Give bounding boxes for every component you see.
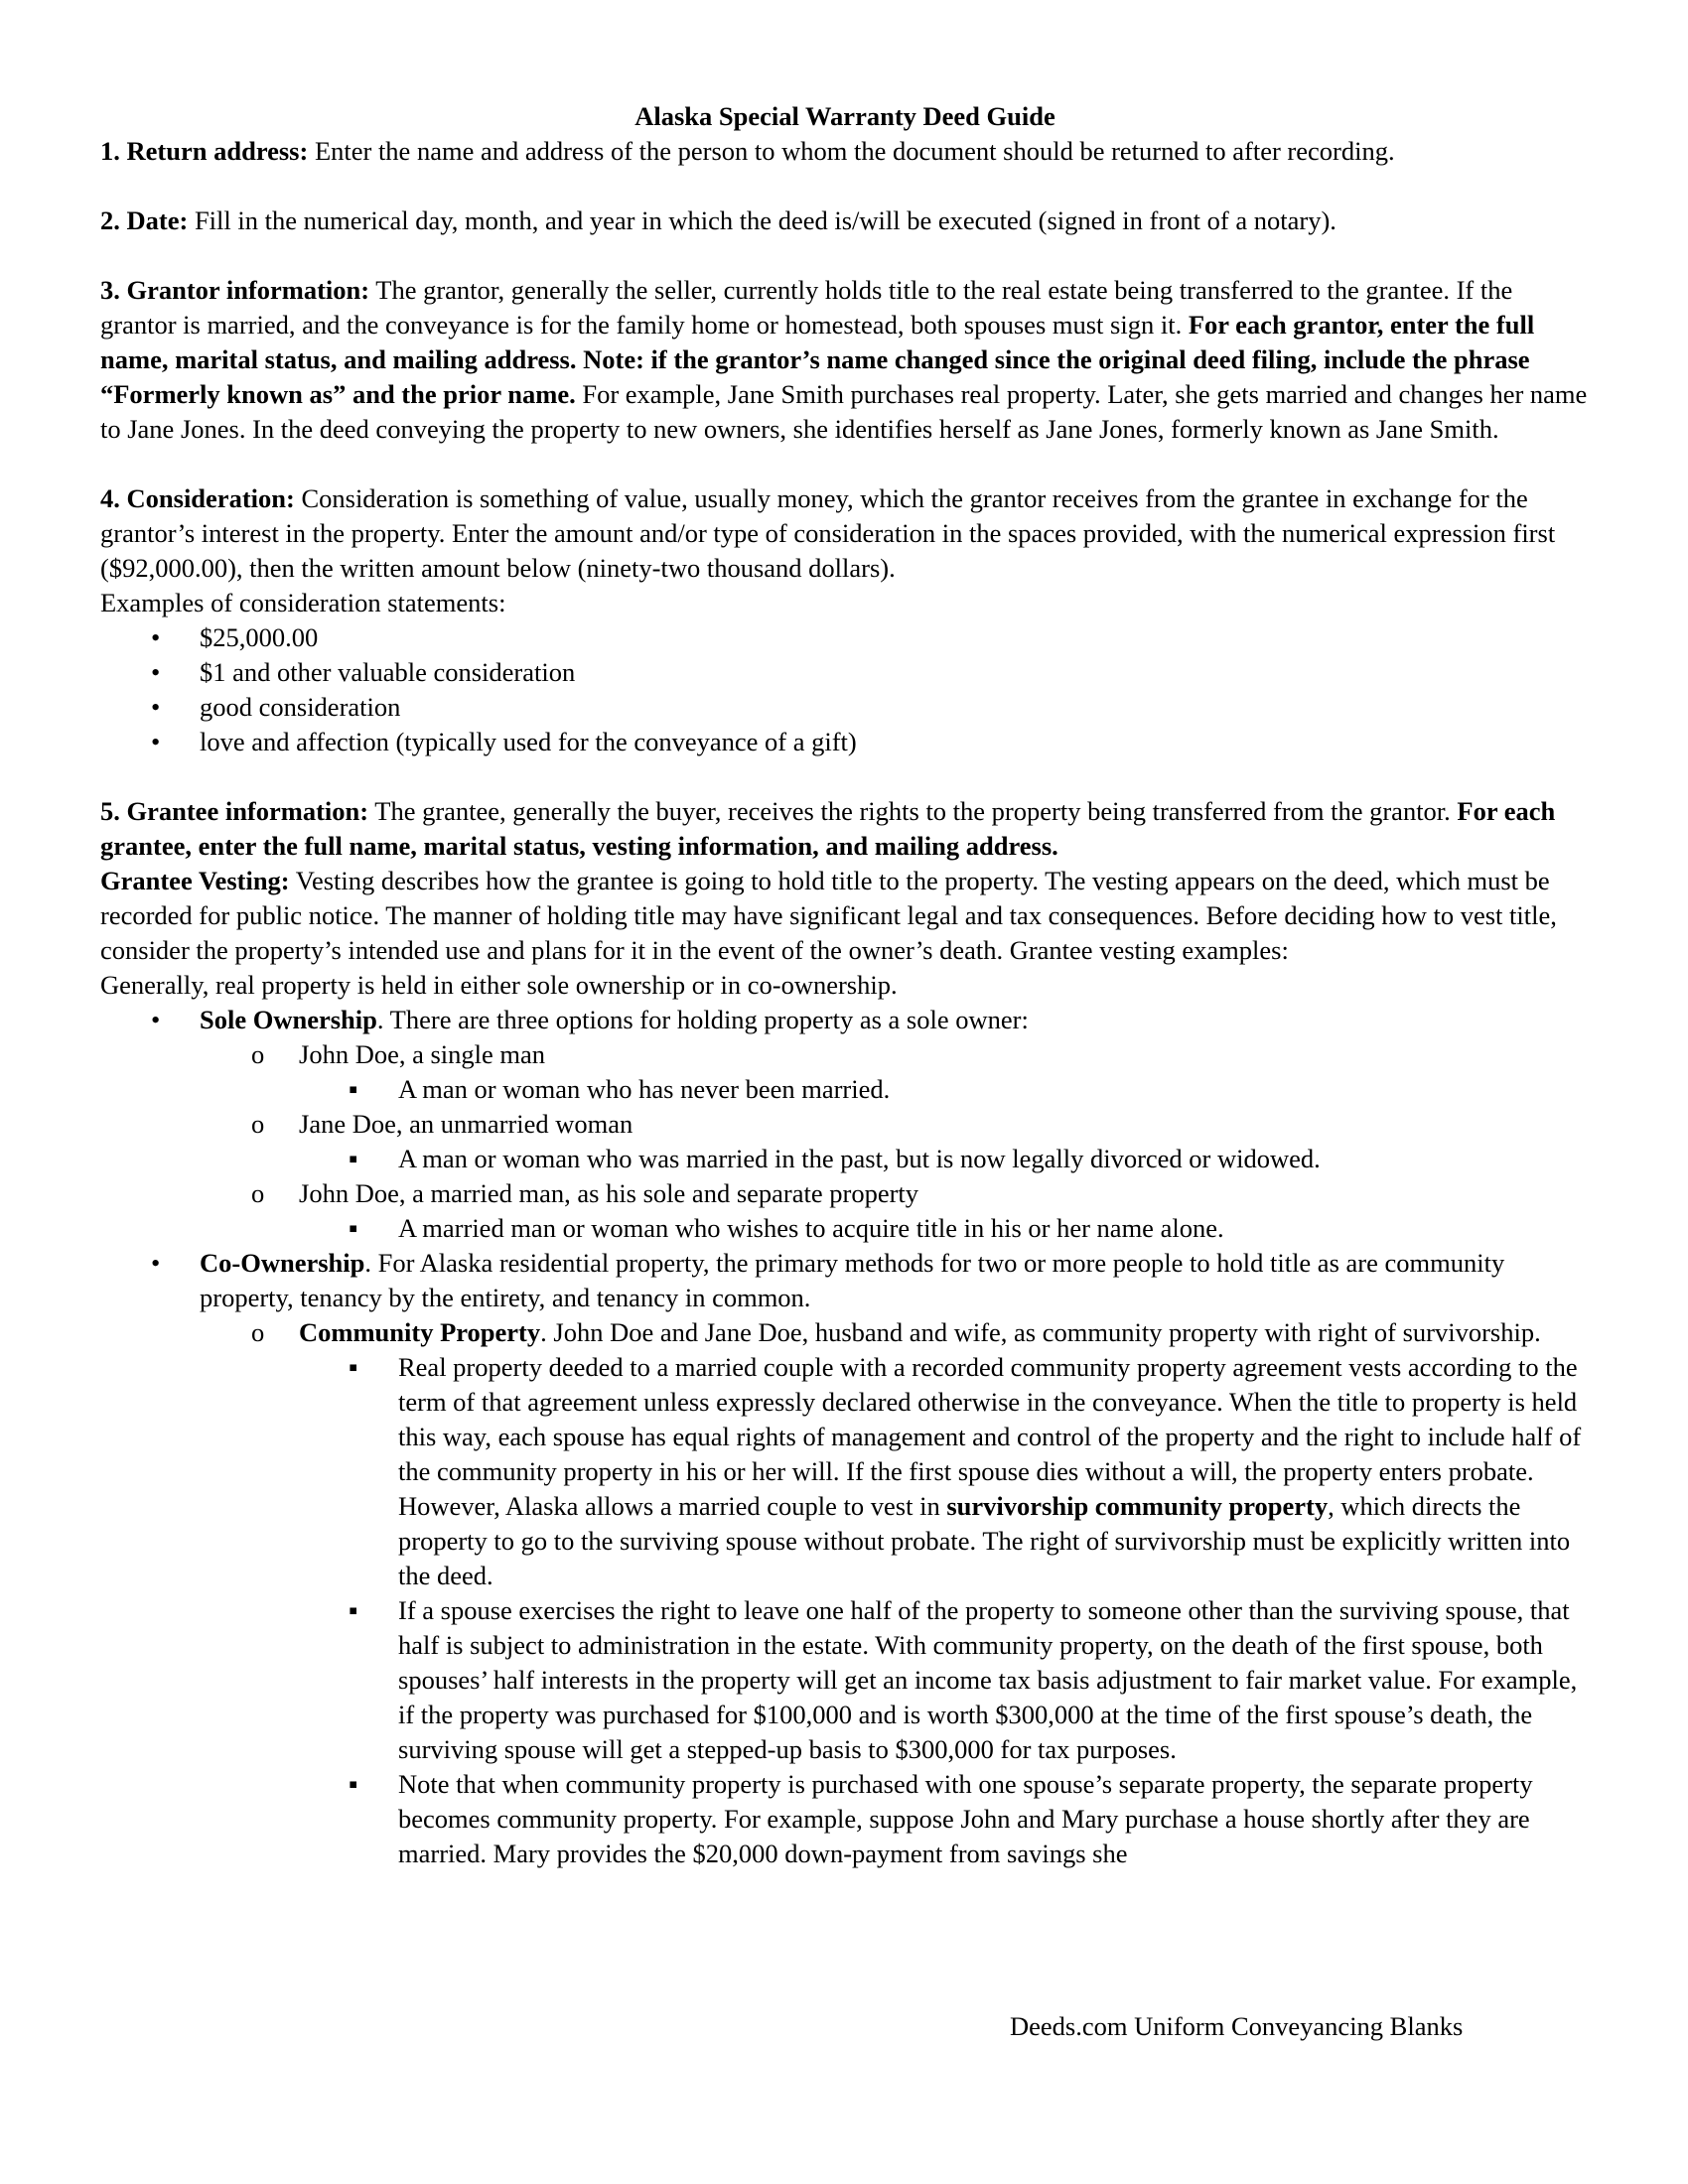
- option-name: John Doe, a single man: [299, 1039, 546, 1069]
- list-item: [100, 1767, 1590, 1871]
- paragraph-text: , which directs the property to go to the surviving spouse without probate. The right of survivorship must be explicitly written into the deed.: [398, 1491, 1571, 1590]
- section-return-address: [100, 134, 1590, 169]
- list-item: [100, 620, 1590, 655]
- section-text: Consideration is something of value, usually money, which the grantor receives from the grantee in exchange for the grantor’s interest in the property. Enter the amount and/or type of consideration in the spaces provided, with the numerical expression first ($92,000.00), then the written amount below (ninety-two thousand dollars).: [100, 483, 1556, 583]
- bullet-square-icon: ▪: [349, 1144, 358, 1173]
- list-item-text: love and affection (typically used for the conveyance of a gift): [200, 727, 857, 756]
- consideration-examples-intro: Examples of consideration statements:: [100, 588, 506, 617]
- list-item: [100, 1107, 1590, 1142]
- consideration-examples-list: [100, 620, 1590, 759]
- section-label: 2. Date:: [100, 205, 189, 235]
- list-item-co-ownership: [100, 1246, 1590, 1315]
- section-emphasis: For each grantor, enter the full name, marital status, and mailing address. Note: if the grantor’s name changed since the original deed filing, include the phrase “Formerly known as” and the prior name.: [100, 310, 1535, 409]
- section-label: 4. Consideration:: [100, 483, 295, 513]
- bullet-disc-icon: •: [151, 692, 161, 722]
- paragraph-text: If a spouse exercises the right to leave one half of the property to someone other than the surviving spouse, that half is subject to administration in the estate. With community property, on the death of the first spouse, both spouses’ half interests in the property will get an income tax basis adjustment to fair market value. For example, if the property was purchased for $100,000 and is worth $300,000 at the time of the first spouse’s death, the surviving spouse will get a stepped-up basis to $300,000 for tax purposes.: [398, 1595, 1578, 1764]
- paragraph-emphasis: survivorship community property: [946, 1491, 1329, 1521]
- paragraph-text: Real property deeded to a married couple with a recorded community property agreement vests according to the term of that agreement unless expressly declared otherwise in the conveyance. When the title to property is held this way, each spouse has equal rights of management and control of the property and the right to include half of the community property in his or her will. If the first spouse dies without a will, the property enters probate. However, Alaska allows a married couple to vest in: [398, 1352, 1582, 1521]
- grantee-vesting: [100, 864, 1590, 968]
- bullet-square-icon: ▪: [349, 1213, 358, 1243]
- list-item-text: good consideration: [200, 692, 401, 722]
- section-text: The grantee, generally the buyer, receives the rights to the property being transferred from the grantor.: [368, 796, 1458, 826]
- document-page: [100, 99, 1590, 1871]
- list-item: [100, 1037, 1590, 1072]
- section-label: 1. Return address:: [100, 136, 309, 166]
- bullet-disc-icon: •: [151, 727, 161, 756]
- list-item-text: $25,000.00: [200, 622, 319, 652]
- section-emphasis: For each grantee, enter the full name, marital status, vesting information, and mailing address.: [100, 796, 1556, 861]
- list-item: [100, 725, 1590, 759]
- bullet-disc-icon: •: [151, 622, 161, 652]
- section-grantor-information: [100, 273, 1590, 447]
- list-item: [100, 1176, 1590, 1211]
- list-item: [100, 1593, 1590, 1767]
- option-desc: A man or woman who was married in the past, but is now legally divorced or widowed.: [398, 1144, 1321, 1173]
- section-text: For example, Jane Smith purchases real property. Later, she gets married and changes her name to Jane Jones. In the deed conveying the property to new owners, she identifies herself as Jane Jones, formerly known as Jane Smith.: [100, 379, 1588, 444]
- page-footer: Deeds.com Uniform Conveyancing Blanks: [1010, 2011, 1464, 2041]
- bullet-disc-icon: •: [151, 1005, 161, 1034]
- list-item: [100, 690, 1590, 725]
- vesting-label: Grantee Vesting:: [100, 866, 290, 895]
- section-label: 3. Grantor information:: [100, 275, 370, 305]
- ownership-list: [100, 1003, 1590, 1871]
- section-date: [100, 204, 1590, 238]
- section-consideration: [100, 481, 1590, 586]
- bullet-square-icon: ▪: [349, 1769, 358, 1799]
- bullet-circle-icon: o: [251, 1317, 265, 1347]
- co-ownership-label: Co-Ownership: [200, 1248, 365, 1278]
- list-item: [100, 1350, 1590, 1593]
- option-name: Jane Doe, an unmarried woman: [299, 1109, 633, 1139]
- vesting-text: Vesting describes how the grantee is going to hold title to the property. The vesting appears on the deed, which must be recorded for public notice. The manner of holding title may have significant legal and tax consequences. Before deciding how to vest title, consider the property’s intended use and plans for it in the event of the owner’s death. Grantee vesting examples:: [100, 866, 1557, 965]
- community-property-label: Community Property: [299, 1317, 541, 1347]
- list-item: [100, 1142, 1590, 1176]
- section-label: 5. Grantee information:: [100, 796, 369, 826]
- bullet-square-icon: ▪: [349, 1595, 358, 1625]
- list-item: [100, 1072, 1590, 1107]
- bullet-disc-icon: •: [151, 1248, 161, 1278]
- list-item: [100, 655, 1590, 690]
- option-desc: A man or woman who has never been married.: [398, 1074, 891, 1104]
- sole-ownership-text: . There are three options for holding property as a sole owner:: [376, 1005, 1029, 1034]
- co-ownership-text: . For Alaska residential property, the primary methods for two or more people to hold title as are community property, tenancy by the entirety, and tenancy in common.: [200, 1248, 1505, 1312]
- sole-ownership-label: Sole Ownership: [200, 1005, 377, 1034]
- bullet-disc-icon: •: [151, 657, 161, 687]
- community-property-text: . John Doe and Jane Doe, husband and wife, as community property with right of survivorship.: [540, 1317, 1541, 1347]
- section-grantee-information: [100, 794, 1590, 864]
- bullet-square-icon: ▪: [349, 1352, 358, 1382]
- bullet-square-icon: ▪: [349, 1074, 358, 1104]
- document-title: Alaska Special Warranty Deed Guide: [634, 101, 1055, 131]
- ownership-general: Generally, real property is held in either sole ownership or in co-ownership.: [100, 970, 898, 1000]
- list-item-text: $1 and other valuable consideration: [200, 657, 576, 687]
- list-item-sole-ownership: [100, 1003, 1590, 1037]
- option-name: John Doe, a married man, as his sole and separate property: [299, 1178, 919, 1208]
- paragraph-text: Note that when community property is purchased with one spouse’s separate property, the separate property becomes community property. For example, suppose John and Mary purchase a house shortly after they are married. Mary provides the $20,000 down-payment from savings she: [398, 1769, 1533, 1868]
- section-text: The grantor, generally the seller, currently holds title to the real estate being transferred to the grantee. If the grantor is married, and the conveyance is for the family home or homestead, both spouses must sign it.: [100, 275, 1513, 340]
- bullet-circle-icon: o: [251, 1109, 265, 1139]
- section-text: Enter the name and address of the person to whom the document should be returned to after recording.: [308, 136, 1395, 166]
- bullet-circle-icon: o: [251, 1039, 265, 1069]
- list-item-community-property: [100, 1315, 1590, 1350]
- list-item: [100, 1211, 1590, 1246]
- bullet-circle-icon: o: [251, 1178, 265, 1208]
- section-text: Fill in the numerical day, month, and year in which the deed is/will be executed (signed in front of a notary).: [188, 205, 1336, 235]
- option-desc: A married man or woman who wishes to acquire title in his or her name alone.: [398, 1213, 1224, 1243]
